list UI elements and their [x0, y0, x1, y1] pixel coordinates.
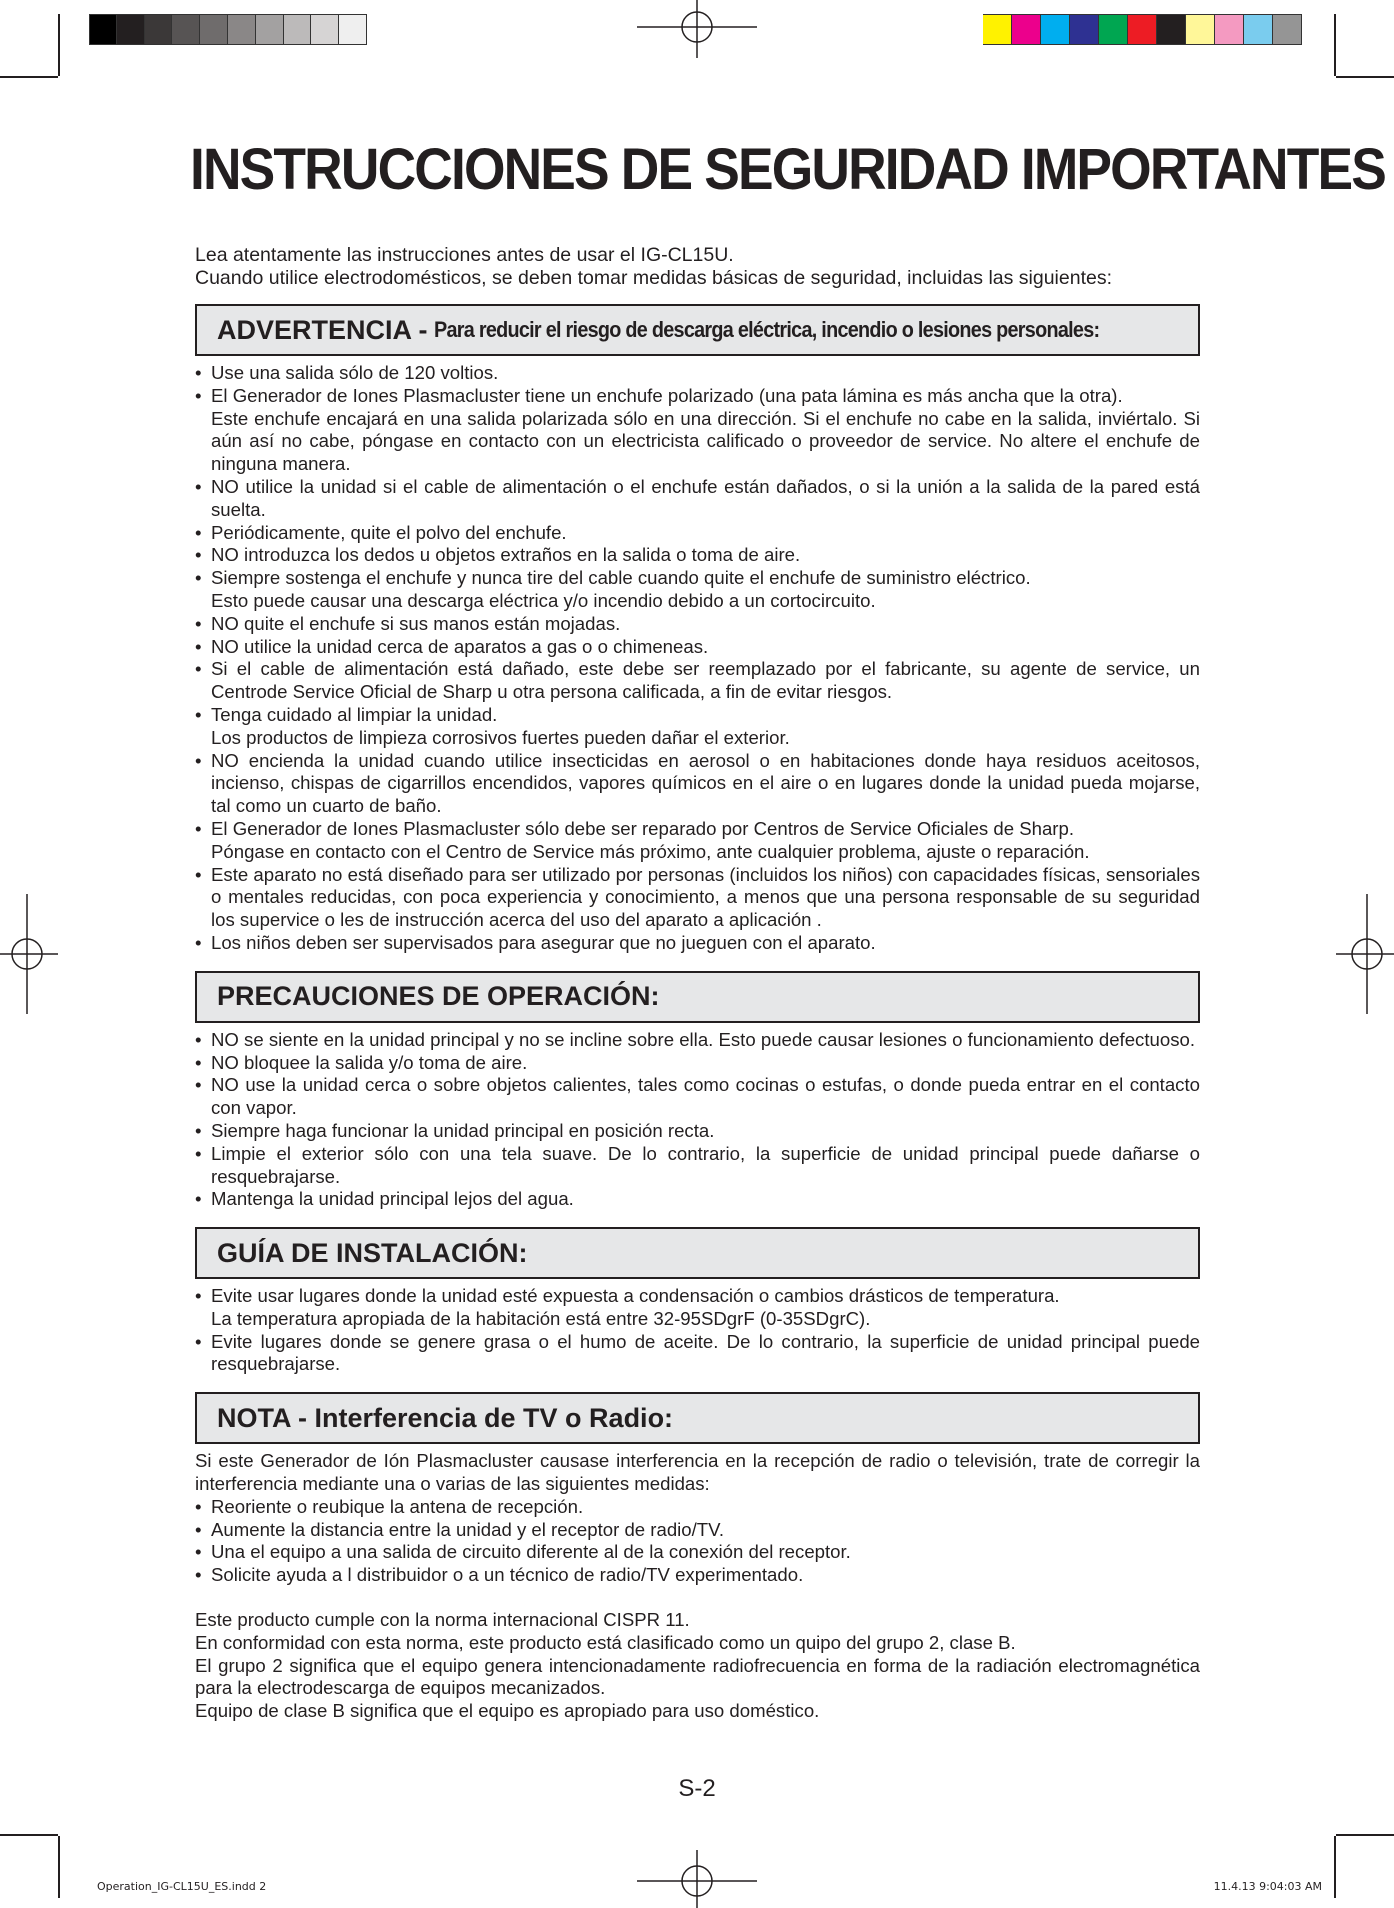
advertencia-list — [195, 362, 1200, 955]
list-item-text: • Evite usar lugares donde la unidad esté expuesta a condensación o cambios drásticos de temperatura. — [211, 1285, 1060, 1307]
registration-mark-top — [637, 0, 757, 58]
instalacion-list — [195, 1285, 1200, 1376]
gray-swatch — [256, 15, 284, 44]
list-item — [195, 1496, 1200, 1519]
list-item — [195, 818, 1200, 864]
list-item — [195, 476, 1200, 522]
list-item-text: • NO se siente en la unidad principal y no se incline sobre ella. Esto puede causar lesiones o funcionamiento defectuoso. — [211, 1028, 1196, 1050]
crop-mark — [1336, 1834, 1394, 1836]
color-swatch — [1215, 15, 1244, 44]
intro-line: Cuando utilice electrodomésticos, se deben tomar medidas básicas de seguridad, incluidas las siguientes: — [195, 267, 1113, 289]
list-item — [195, 522, 1200, 545]
precauciones-heading-box — [195, 971, 1200, 1023]
crop-mark — [1336, 76, 1394, 78]
closing-line: En conformidad con esta norma, este producto está clasificado como un quipo del grupo 2, clase B. — [195, 1631, 1016, 1653]
list-item — [195, 704, 1200, 750]
color-swatch — [1099, 15, 1128, 44]
grayscale-color-bar — [89, 14, 367, 45]
advertencia-subheading: Para reducir el riesgo de descarga eléctrica, incendio o lesiones personales: — [433, 317, 1099, 342]
list-item-text: Esto puede causar una descarga eléctrica y/o incendio debido a un cortocircuito. — [211, 589, 876, 611]
color-swatch — [1157, 15, 1186, 44]
nota-list — [195, 1496, 1200, 1587]
list-item — [195, 567, 1200, 613]
page-title: INSTRUCCIONES DE SEGURIDAD IMPORTANTES — [190, 137, 1385, 202]
footer-timestamp: 11.4.13 9:04:03 AM — [1213, 1880, 1322, 1893]
list-item — [195, 658, 1200, 704]
list-item — [195, 385, 1200, 476]
list-item — [195, 544, 1200, 567]
list-item — [195, 1052, 1200, 1075]
nota-heading: NOTA - Interferencia de TV o Radio: — [217, 1402, 674, 1433]
list-item-text: • NO bloquee la salida y/o toma de aire. — [211, 1051, 528, 1073]
list-item-text: • Solicite ayuda a l distribuidor o a un técnico de radio/TV experimentado. — [211, 1564, 804, 1586]
list-item-text: • Tenga cuidado al limpiar la unidad. — [211, 703, 498, 725]
nota-heading-box — [195, 1392, 1200, 1444]
list-item-text: • NO encienda la unidad cuando utilice insecticidas en aerosol o en habitaciones donde haya residuos aceitosos, incienso, chispas de cigarrillos encendidos, vapores químicos en el aire o en lugares donde la unidad pueda mojarse, tal como un cuarto de baño. — [211, 749, 1200, 817]
list-item — [195, 750, 1200, 818]
gray-swatch — [284, 15, 312, 44]
process-color-bar — [983, 14, 1302, 45]
list-item — [195, 1541, 1200, 1564]
precauciones-heading: PRECAUCIONES DE OPERACIÓN: — [217, 981, 660, 1012]
list-item-text: • Use una salida sólo de 120 voltios. — [211, 362, 499, 383]
registration-mark-left — [0, 894, 58, 1014]
list-item — [195, 362, 1200, 385]
color-swatch — [1070, 15, 1099, 44]
crop-mark — [0, 1834, 58, 1836]
list-item — [195, 1331, 1200, 1377]
gray-swatch — [117, 15, 145, 44]
gray-swatch — [172, 15, 200, 44]
nota-intro — [195, 1450, 1200, 1496]
nota-intro-text: Si este Generador de Ión Plasmacluster causase interferencia en la recepción de radio o televisión, trate de corregir la interferencia mediante una o varias de las siguientes medidas: — [195, 1450, 1200, 1495]
list-item — [195, 1029, 1200, 1052]
closing-line: Este producto cumple con la norma internacional CISPR 11. — [195, 1609, 690, 1631]
gray-swatch — [89, 15, 117, 44]
list-item-text: • El Generador de Iones Plasmacluster sólo debe ser reparado por Centros de Service Oficiales de Sharp. — [211, 817, 1075, 839]
list-item-text: Póngase en contacto con el Centro de Service más próximo, ante cualquier problema, ajuste o reparación. — [211, 840, 1090, 862]
list-item-text: • NO quite el enchufe si sus manos están mojadas. — [211, 612, 621, 634]
color-swatch — [1012, 15, 1041, 44]
closing-line: Equipo de clase B significa que el equipo es apropiado para uso doméstico. — [195, 1700, 820, 1722]
color-swatch — [1244, 15, 1273, 44]
list-item — [195, 1120, 1200, 1143]
list-item — [195, 932, 1200, 955]
list-item-text: • Evite lugares donde se genere grasa o el humo de aceite. De lo contrario, la superficie de unidad principal puede resquebrajarse. — [211, 1330, 1200, 1375]
gray-swatch — [339, 15, 367, 44]
list-item — [195, 1285, 1200, 1331]
crop-mark — [1334, 14, 1336, 76]
list-item — [195, 636, 1200, 659]
list-item — [195, 1188, 1200, 1211]
list-item-text: • Mantenga la unidad principal lejos del agua. — [211, 1188, 574, 1210]
list-item — [195, 613, 1200, 636]
list-item-text: • Los niños deben ser supervisados para asegurar que no jueguen con el aparato. — [211, 931, 876, 953]
list-item-text: Este enchufe encajará en una salida polarizada sólo en una dirección. Si el enchufe no cabe en la salida, inviértalo. Si aún así no cabe, póngase en contacto con un electricista calificado o proveedor de service. No altere el enchufe de ninguna manera. — [211, 407, 1200, 475]
crop-mark — [58, 1836, 60, 1898]
instalacion-heading: GUÍA DE INSTALACIÓN: — [217, 1237, 528, 1268]
gray-swatch — [311, 15, 339, 44]
list-item — [195, 1143, 1200, 1189]
registration-mark-right — [1336, 894, 1394, 1014]
list-item — [195, 864, 1200, 932]
document-body — [195, 244, 1200, 1723]
list-item-text: • NO introduzca los dedos u objetos extraños en la salida o toma de aire. — [211, 544, 801, 566]
color-swatch — [983, 15, 1012, 44]
list-item-text: La temperatura apropiada de la habitación está entre 32-95SDgrF (0-35SDgrC). — [211, 1307, 871, 1329]
list-item-text: • Este aparato no está diseñado para ser utilizado por personas (incluidos los niños) con capacidades físicas, sensoriales o mentales reducidas, con poca experiencia y conocimiento, a menos que una persona responsable de su seguridad los supervice o les de instrucción acerca del uso del aparato a aplicación . — [211, 863, 1200, 931]
precauciones-list — [195, 1029, 1200, 1211]
gray-swatch — [200, 15, 228, 44]
intro-text — [195, 244, 1200, 290]
gray-swatch — [228, 15, 256, 44]
color-swatch — [1186, 15, 1215, 44]
list-item-text: • Limpie el exterior sólo con una tela suave. De lo contrario, la superficie de unidad principal puede dañarse o resquebrajarse. — [211, 1142, 1200, 1187]
list-item-text: • Periódicamente, quite el polvo del enchufe. — [211, 521, 567, 543]
closing-line: El grupo 2 significa que el equipo genera intencionadamente radiofrecuencia en forma de la radiación electromagnética para la electrodescarga de equipos mecanizados. — [195, 1654, 1200, 1699]
list-item-text: • Si el cable de alimentación está dañado, este debe ser reemplazado por el fabricante, su agente de service, un Centrode Service Oficial de Sharp u otra persona calificada, a fin de evitar riesgos. — [211, 658, 1200, 703]
list-item-text: • NO utilice la unidad cerca de aparatos a gas o o chimeneas. — [211, 635, 709, 657]
crop-mark — [0, 76, 58, 78]
advertencia-heading-box — [195, 304, 1200, 356]
list-item-text: • Siempre haga funcionar la unidad principal en posición recta. — [211, 1119, 715, 1141]
crop-mark — [58, 14, 60, 76]
list-item — [195, 1074, 1200, 1120]
footer-filename: Operation_IG-CL15U_ES.indd 2 — [97, 1880, 267, 1893]
list-item — [195, 1564, 1200, 1587]
color-swatch — [1128, 15, 1157, 44]
nota-closing — [195, 1609, 1200, 1723]
list-item-text: • Aumente la distancia entre la unidad y el receptor de radio/TV. — [211, 1518, 725, 1540]
gray-swatch — [145, 15, 173, 44]
color-swatch — [1273, 15, 1302, 44]
list-item-text: • NO utilice la unidad si el cable de alimentación o el enchufe están dañados, o si la unión a la salida de la pared está suelta. — [211, 475, 1200, 520]
crop-mark — [1334, 1836, 1336, 1898]
list-item-text: Los productos de limpieza corrosivos fuertes pueden dañar el exterior. — [211, 726, 790, 748]
list-item — [195, 1519, 1200, 1542]
instalacion-heading-box — [195, 1227, 1200, 1279]
list-item-text: • El Generador de Iones Plasmacluster tiene un enchufe polarizado (una pata lámina es más ancha que la otra). — [211, 384, 1123, 406]
list-item-text: • Reoriente o reubique la antena de recepción. — [211, 1495, 584, 1517]
list-item-text: • Siempre sostenga el enchufe y nunca tire del cable cuando quite el enchufe de suministro eléctrico. — [211, 567, 1031, 589]
color-swatch — [1041, 15, 1070, 44]
advertencia-heading: ADVERTENCIA - — [217, 314, 428, 345]
intro-line: Lea atentamente las instrucciones antes de usar el IG-CL15U. — [195, 244, 734, 266]
list-item-text: • Una el equipo a una salida de circuito diferente al de la conexión del receptor. — [211, 1541, 851, 1563]
page-number: S-2 — [678, 1775, 716, 1802]
registration-mark-bottom — [637, 1850, 757, 1908]
list-item-text: • NO use la unidad cerca o sobre objetos calientes, tales como cocinas o estufas, o donde pueda entrar en el contacto con vapor. — [211, 1074, 1200, 1119]
